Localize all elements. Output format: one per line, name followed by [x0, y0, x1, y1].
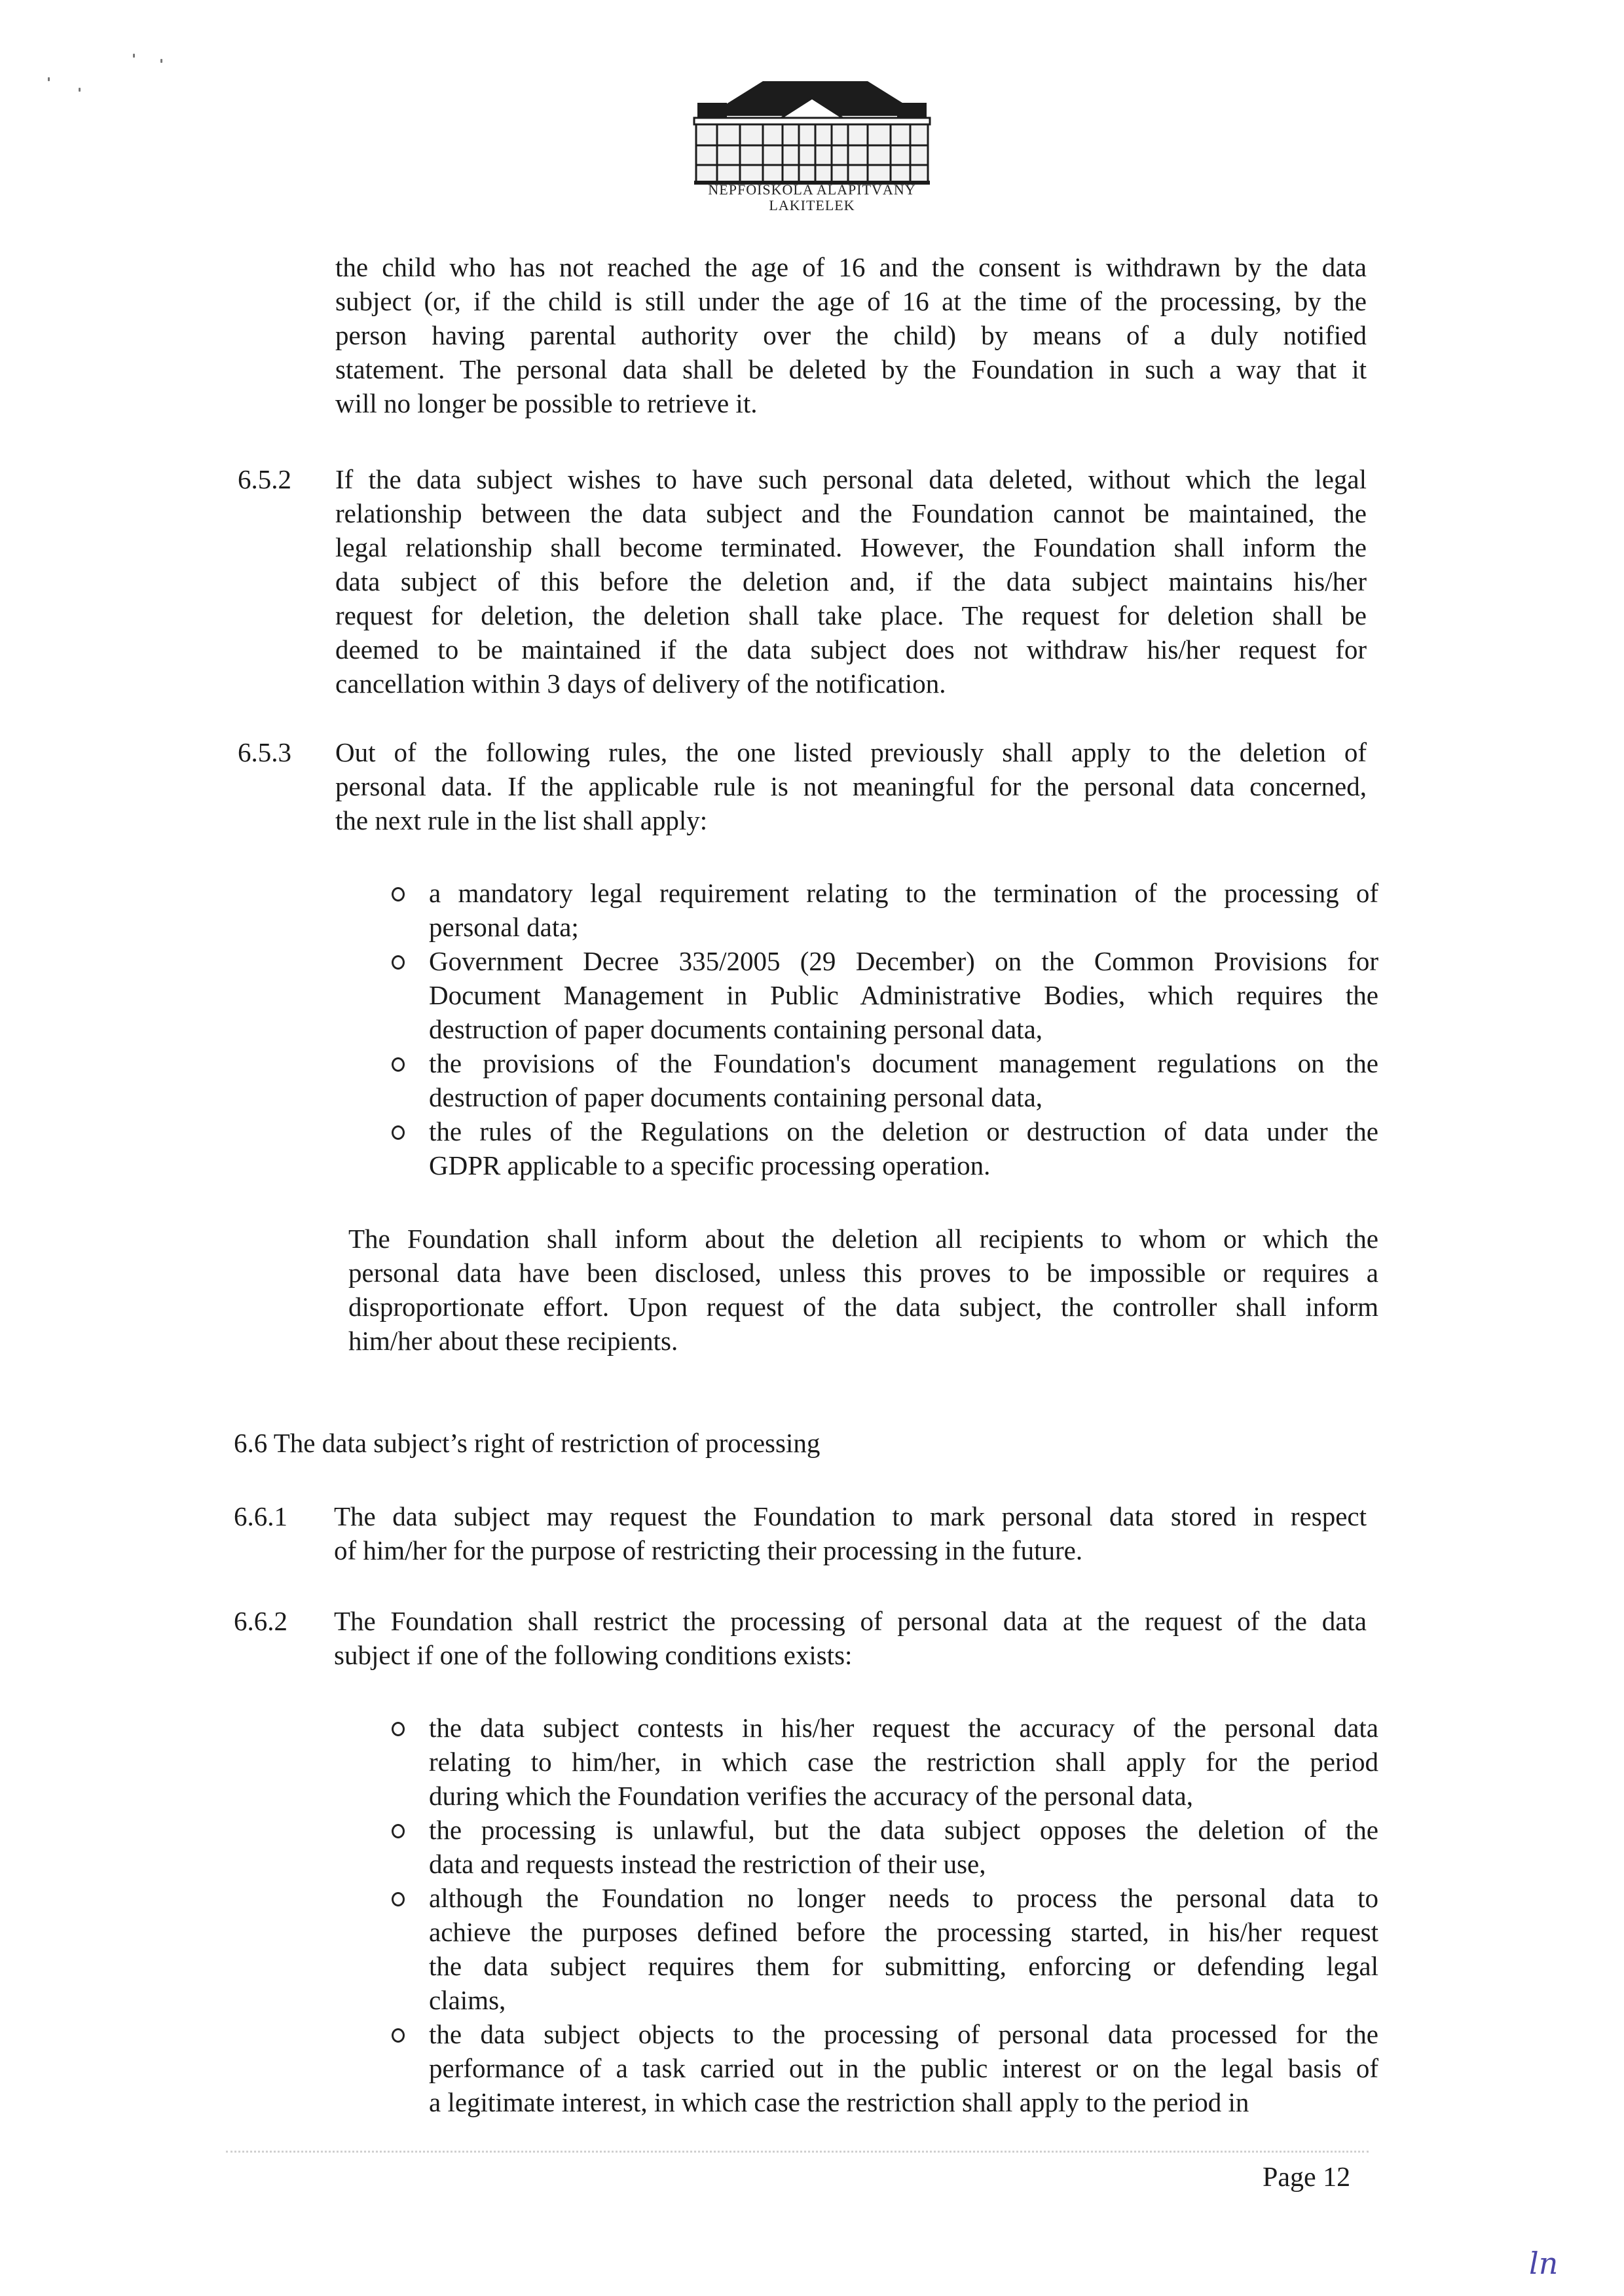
- list-item: [429, 2017, 1378, 2119]
- text-line: will no longer be possible to retrieve it.: [335, 388, 758, 418]
- section-6-6-1-paragraph: [334, 1499, 1367, 1567]
- list-item: [429, 944, 1378, 1046]
- text-line: a legitimate interest, in which case the restriction shall apply to the period in: [429, 2087, 1249, 2117]
- text-line: Document Management in Public Administrative Bodies, which requires the: [429, 980, 1378, 1010]
- section-number: 6.6.1: [234, 1501, 287, 1531]
- text-line: claims,: [429, 1985, 506, 2015]
- text-line: him/her about these recipients.: [348, 1326, 678, 1356]
- text-line: the next rule in the list shall apply:: [335, 805, 708, 835]
- list-item: [429, 1881, 1378, 2017]
- text-line: of him/her for the purpose of restricting their processing in the future.: [334, 1535, 1083, 1565]
- scan-speck: [48, 77, 50, 81]
- deletion-notice-paragraph: [348, 1222, 1378, 1358]
- text-line: cancellation within 3 days of delivery of the notification.: [335, 668, 946, 699]
- circle-bullet-icon: [392, 887, 405, 902]
- text-line: personal data have been disclosed, unless this proves to be impossible or requires a: [348, 1258, 1378, 1288]
- circle-bullet-icon: [392, 1892, 405, 1906]
- text-line: If the data subject wishes to have such personal data deleted, without which the legal: [335, 464, 1367, 494]
- section-number: 6.5.2: [238, 464, 291, 494]
- text-line: destruction of paper documents containing personal data,: [429, 1014, 1043, 1044]
- text-line: destruction of paper documents containing personal data,: [429, 1082, 1043, 1112]
- section-6-5-2-paragraph: [335, 462, 1367, 701]
- circle-bullet-icon: [392, 1057, 405, 1072]
- circle-bullet-icon: [392, 1125, 405, 1140]
- text-line: although the Foundation no longer needs to process the personal data to: [429, 1883, 1378, 1913]
- handwritten-initials: ln: [1529, 2246, 1559, 2281]
- text-line: deemed to be maintained if the data subject does not withdraw his/her request for: [335, 634, 1367, 665]
- text-line: subject (or, if the child is still under the age of 16 at the time of the processing, by the: [335, 286, 1367, 316]
- text-line: Government Decree 335/2005 (29 December) on the Common Provisions for: [429, 946, 1378, 976]
- text-line: achieve the purposes defined before the processing started, in his/her request: [429, 1917, 1378, 1947]
- text-line: relationship between the data subject and the Foundation cannot be maintained, the: [335, 498, 1367, 528]
- org-name-line-2: LAKITELEK: [769, 197, 855, 213]
- circle-bullet-icon: [392, 1722, 405, 1736]
- continuation-paragraph: [335, 250, 1367, 420]
- circle-bullet-icon: [392, 1824, 405, 1838]
- text-line: the child who has not reached the age of 16 and the consent is withdrawn by the data: [335, 252, 1367, 282]
- section-6-5-3-paragraph: [335, 735, 1367, 837]
- text-line: legal relationship shall become terminated. However, the Foundation shall inform the: [335, 532, 1367, 562]
- list-item: [429, 1813, 1378, 1881]
- scan-speck: [160, 59, 162, 63]
- section-number: 6.6.2: [234, 1606, 287, 1636]
- text-line: the rules of the Regulations on the deletion or destruction of data under the: [429, 1116, 1378, 1146]
- org-name-line-1: NÉPFŐISKOLA ALAPÍTVÁNY: [708, 181, 916, 198]
- text-line: The Foundation shall restrict the processing of personal data at the request of the data: [334, 1606, 1367, 1636]
- page-number: Page 12: [1263, 2162, 1351, 2193]
- circle-bullet-icon: [392, 2028, 405, 2043]
- footer-divider: [226, 2151, 1369, 2153]
- text-line: The Foundation shall inform about the deletion all recipients to whom or which the: [348, 1224, 1378, 1254]
- scan-speck: [79, 88, 81, 92]
- text-line: person having parental authority over the child) by means of a duly notified: [335, 320, 1367, 350]
- section-6-6-2-paragraph: [334, 1604, 1367, 1672]
- list-item: [429, 1114, 1378, 1182]
- text-line: the data subject requires them for submitting, enforcing or defending legal: [429, 1951, 1378, 1981]
- text-line: Out of the following rules, the one listed previously shall apply to the deletion of: [335, 737, 1367, 767]
- text-line: disproportionate effort. Upon request of the data subject, the controller shall inform: [348, 1292, 1378, 1322]
- text-line: the processing is unlawful, but the data subject opposes the deletion of the: [429, 1815, 1378, 1845]
- text-line: data subject of this before the deletion and, if the data subject maintains his/her: [335, 566, 1367, 596]
- text-line: personal data;: [429, 912, 579, 942]
- text-line: data and requests instead the restriction of their use,: [429, 1849, 986, 1879]
- text-line: request for deletion, the deletion shall take place. The request for deletion shall be: [335, 600, 1367, 630]
- text-line: GDPR applicable to a specific processing operation.: [429, 1150, 991, 1180]
- list-item: [429, 1046, 1378, 1114]
- text-line: a mandatory legal requirement relating to the termination of the processing of: [429, 878, 1378, 908]
- section-number: 6.5.3: [238, 737, 291, 767]
- text-line: the provisions of the Foundation's document management regulations on the: [429, 1048, 1378, 1078]
- text-line: the data subject objects to the processing of personal data processed for the: [429, 2019, 1378, 2049]
- text-line: statement. The personal data shall be deleted by the Foundation in such a way that it: [335, 354, 1367, 384]
- text-line: during which the Foundation verifies the accuracy of the personal data,: [429, 1781, 1193, 1811]
- scan-speck: [133, 54, 135, 58]
- text-line: The data subject may request the Foundation to mark personal data stored in respect: [334, 1501, 1367, 1531]
- organization-name: [655, 182, 969, 213]
- circle-bullet-icon: [392, 955, 405, 970]
- text-line: the data subject contests in his/her request the accuracy of the personal data: [429, 1713, 1378, 1743]
- text-line: subject if one of the following conditions exists:: [334, 1640, 853, 1670]
- text-line: performance of a task carried out in the public interest or on the legal basis of: [429, 2053, 1378, 2083]
- list-item: [429, 1711, 1378, 1813]
- text-line: relating to him/her, in which case the restriction shall apply for the period: [429, 1747, 1378, 1777]
- text-line: personal data. If the applicable rule is not meaningful for the personal data concerned,: [335, 771, 1367, 801]
- list-item: [429, 876, 1378, 944]
- section-heading: 6.6 The data subject’s right of restriction of processing: [234, 1428, 821, 1458]
